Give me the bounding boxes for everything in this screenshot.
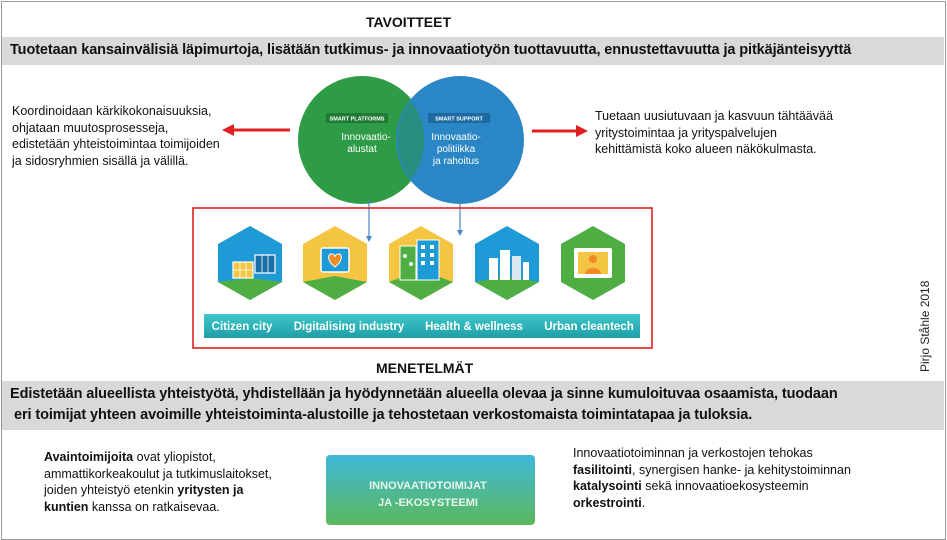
left-arrow — [222, 124, 290, 136]
facilitation-t3: sekä innovaatioekosysteemin — [641, 479, 809, 494]
theme-urban-cleantech — [475, 226, 539, 300]
key-actors-b2: yritysten ja — [177, 483, 244, 498]
right-line-1: Tuetaan uusiutuvaan ja kasvuun tähtäävää — [595, 109, 833, 123]
facilitation-b3: orkestrointi — [573, 495, 642, 510]
theme-label-digitalising-industry: Digitalising industry — [293, 321, 405, 333]
buildings-icon — [400, 240, 439, 280]
facilitation-t4: . — [641, 495, 646, 510]
key-actors-t3: joiden yhteistyö etenkin — [44, 483, 178, 498]
theme-person-screen — [561, 226, 625, 300]
facilitation-b2: katalysointi — [573, 479, 642, 494]
goals-heading: TAVOITTEET — [366, 14, 452, 30]
heart-box-icon — [321, 248, 349, 272]
methods-line-1: Edistetään alueellista yhteistyötä, yhdistellään ja hyödynnetään alueella olevaa ja sinne kumuloituvaa osaamista, tuodaan — [10, 386, 838, 402]
support-label-3: ja rahoitus — [432, 156, 480, 167]
right-arrow — [532, 125, 588, 137]
theme-digitalising-industry — [303, 226, 367, 300]
platforms-label-1: Innovaatio- — [341, 132, 391, 143]
ecosystem-line-1: INNOVAATIOTOIMIJAT — [369, 480, 487, 492]
left-line-1: Koordinoidaan kärkikokonaisuuksia, — [12, 104, 212, 118]
left-line-3: edistetään yhteistoimintaa toimijoiden — [12, 137, 220, 152]
left-line-2: ohjataan muutosprosesseja, — [12, 120, 169, 135]
key-actors-t1: ovat yliopistot, — [133, 450, 216, 464]
right-line-3: kehittämistä koko alueen näkökulmasta. — [595, 142, 817, 157]
connector-left-head — [366, 236, 372, 242]
author-credit: Pirjo Ståhle 2018 — [918, 280, 932, 372]
key-actors-text — [44, 449, 272, 515]
theme-label-urban-cleantech: Urban cleantech — [544, 321, 634, 333]
facilitation-t2: , synergisen hanke- ja kehitystoiminnan — [632, 462, 851, 477]
connector-right-head — [457, 230, 463, 236]
theme-citizen-city — [218, 226, 282, 300]
methods-line-2: eri toimijat yhteen avoimille yhteistoiminta-alustoille ja tehostetaan verkostomaista toimintatapaa ja tuloksia. — [14, 407, 753, 423]
key-actors-bold: Avaintoimijoita — [44, 450, 134, 464]
facilitation-b1: fasilitointi — [573, 462, 633, 477]
ecosystem-line-2: JA -EKOSYSTEEMI — [378, 497, 478, 509]
facilitation-t1: Innovaatiotoiminnan ja verkostojen tehokas — [573, 446, 813, 460]
support-tag: SMART SUPPORT — [435, 116, 483, 123]
support-label-1: Innovaatio- — [431, 132, 481, 143]
key-actors-t2: ammattikorkeakoulut ja tutkimuslaitokset, — [44, 466, 272, 481]
theme-health-wellness — [389, 226, 453, 300]
key-actors-b3: kuntien — [44, 499, 89, 514]
facilitation-text — [573, 445, 851, 511]
methods-heading: MENETELMÄT — [376, 360, 474, 376]
left-line-4: ja sidosryhmien sisällä ja välillä. — [12, 153, 189, 168]
right-line-2: yritystoimintaa ja yrityspalvelujen — [595, 125, 778, 140]
goals-statement: Tuotetaan kansainvälisiä läpimurtoja, lisätään tutkimus- ja innovaatiotyön tuottavuutta, ennustettavuutta ja pitkäjänteisyyttä — [10, 42, 852, 58]
theme-label-citizen-city: Citizen city — [211, 321, 273, 333]
person-screen-icon — [574, 248, 612, 278]
key-actors-t4: kanssa on ratkaisevaa. — [88, 499, 220, 514]
platforms-tag: SMART PLATFORMS — [329, 116, 385, 123]
support-label-2: politiikka — [436, 144, 476, 155]
theme-label-health-wellness: Health & wellness — [425, 321, 523, 333]
platforms-label-2: alustat — [347, 144, 377, 155]
